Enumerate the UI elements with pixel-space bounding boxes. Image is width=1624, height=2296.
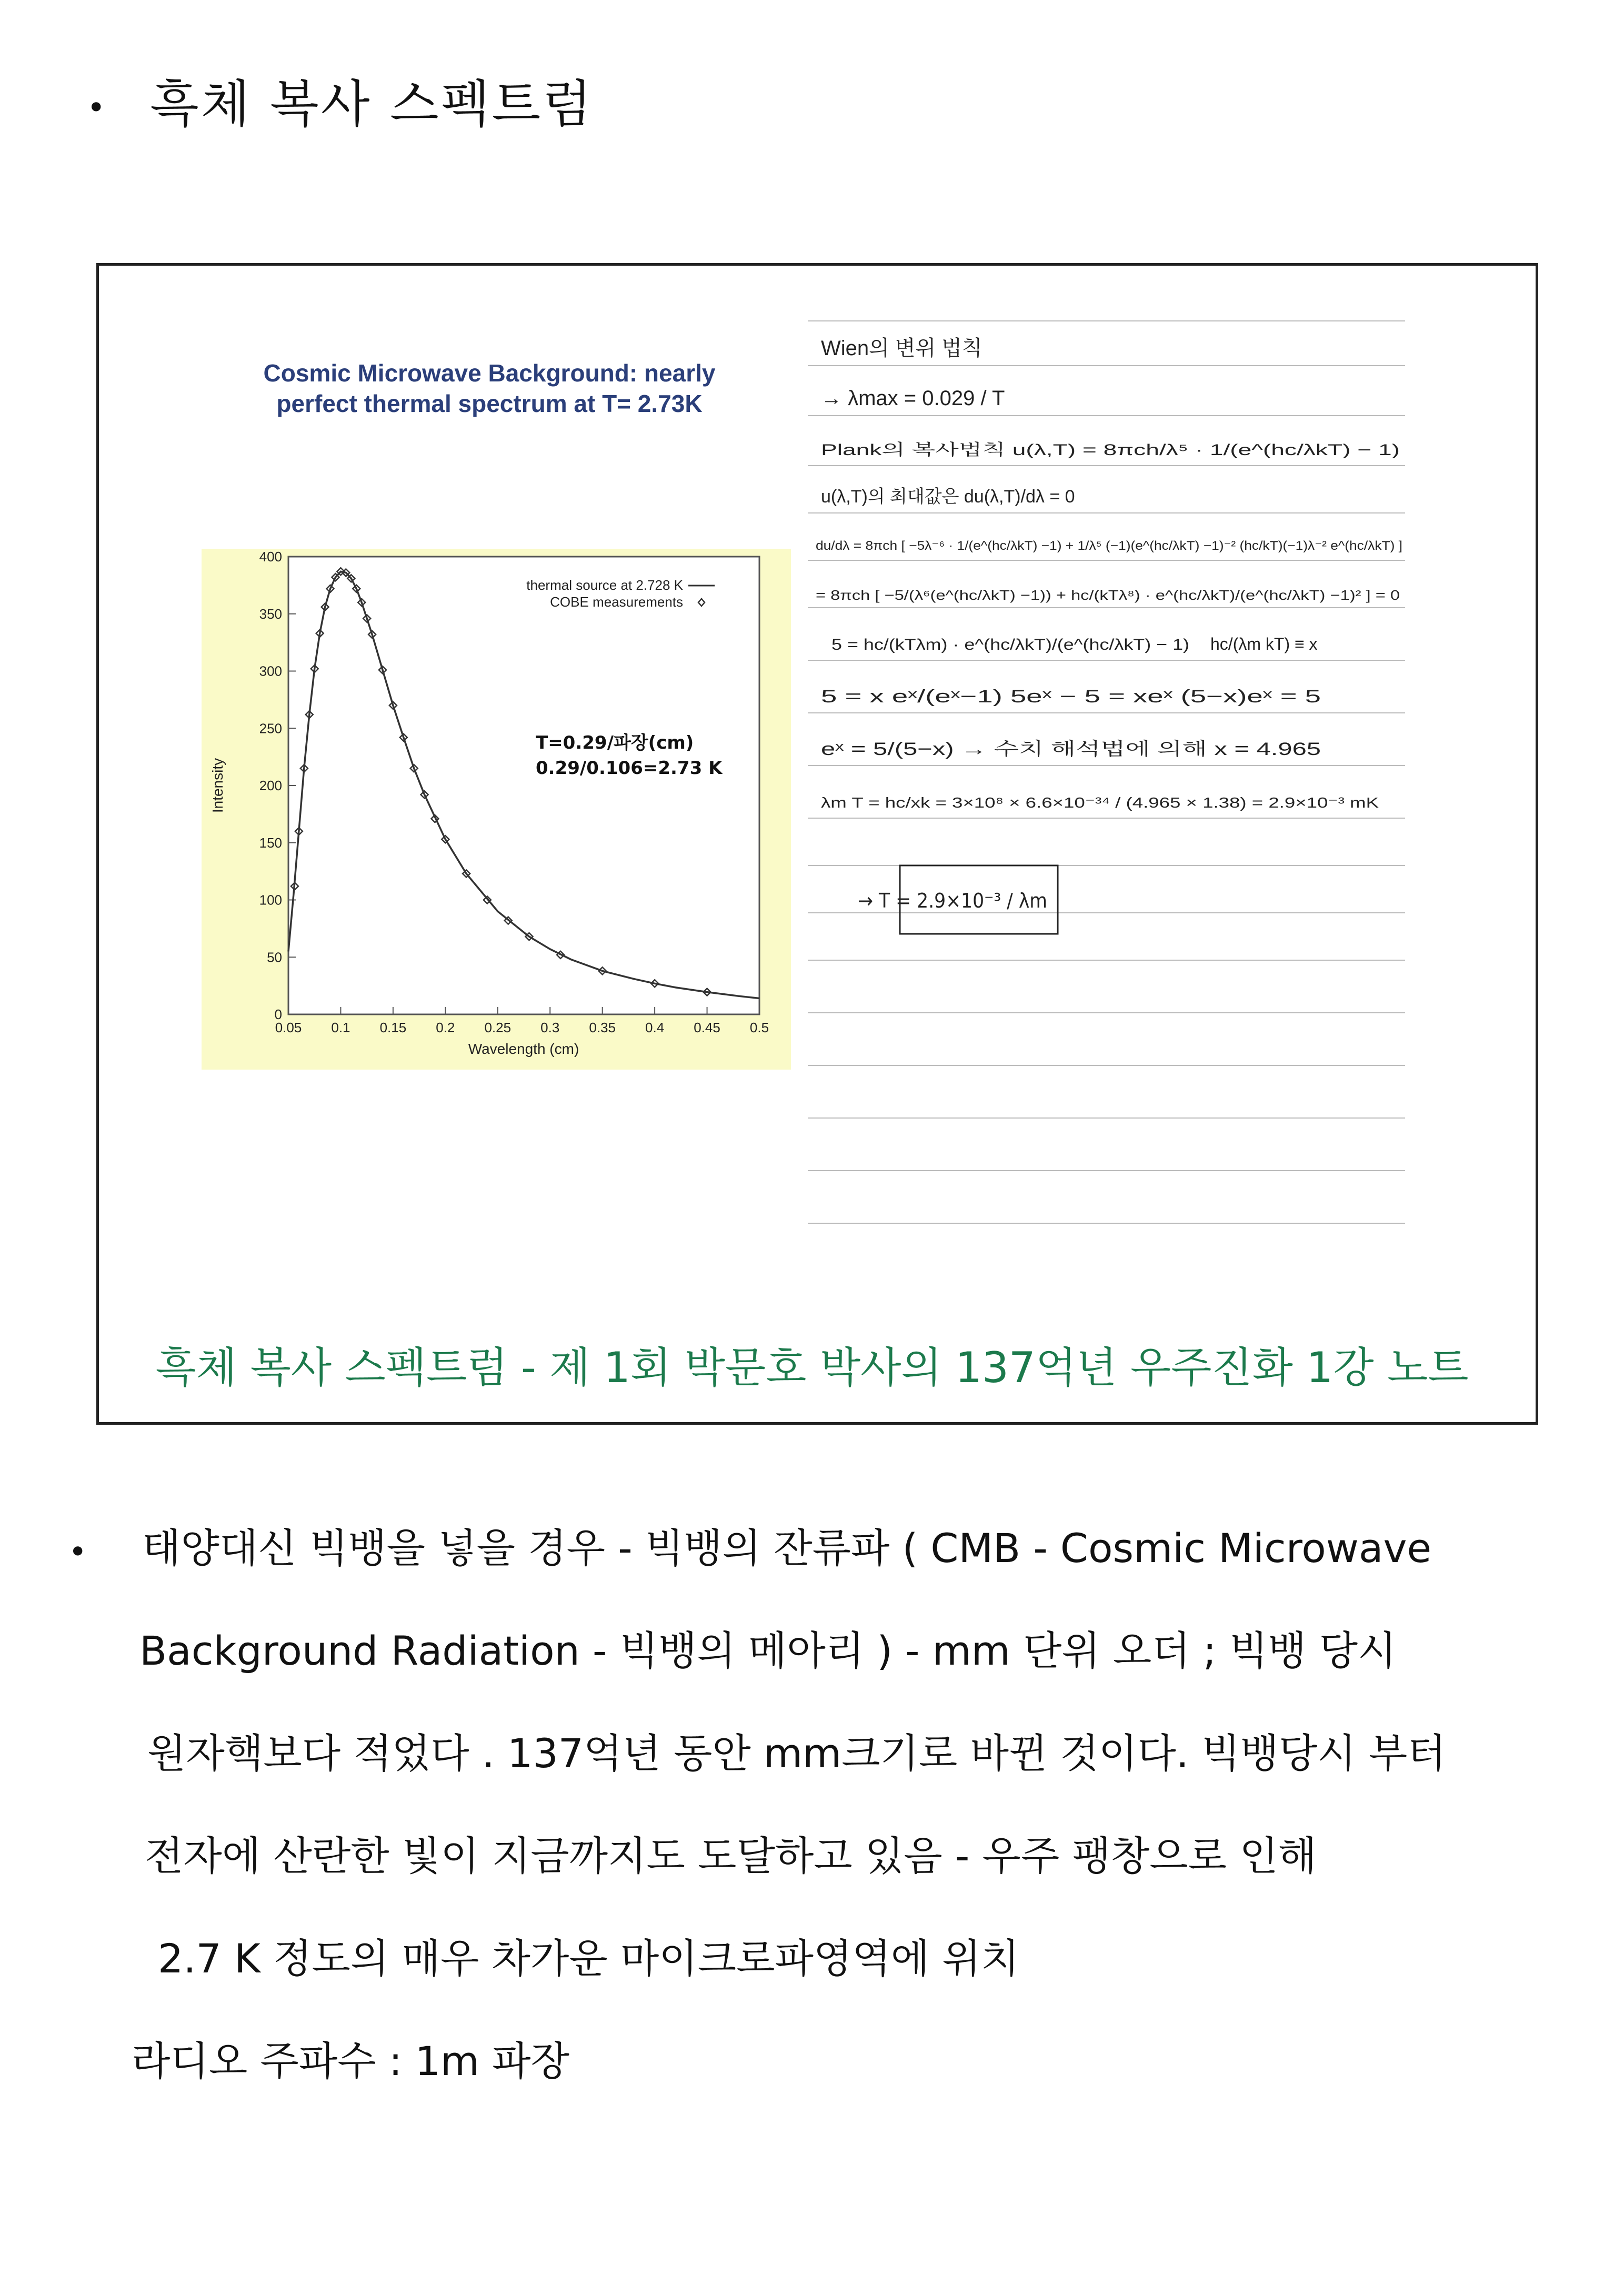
figure-caption: 흑체 복사 스펙트럼 - 제 1회 박문호 박사의 137억년 우주진화 1강 노트 (155, 1343, 1469, 1392)
y-tick-label: 400 (259, 549, 282, 565)
note-five-eq: 5 = hc/(kTλm) · e^(hc/λkT)/(e^(hc/λkT) − 1) (831, 636, 1189, 653)
note-lambda-t: λm T = hc/xk = 3×10⁸ × 6.6×10⁻³⁴ / (4.965 × 1.38) = 2.9×10⁻³ mK (821, 794, 1379, 811)
legend-entry-cobe: COBE measurements (550, 594, 683, 610)
note-derivative: du/dλ = 8πch [ −5λ⁻⁶ · 1/(e^(hc/λkT) −1) + 1/λ⁵ (−1)(e^(hc/λkT) −1)⁻² (hc/kT)(−1)λ⁻² e^(hc/λkT) ] (816, 539, 1402, 553)
x-tick-label: 0.25 (484, 1020, 512, 1035)
body-line-4: 전자에 산란한 빛이 지금까지도 도달하고 있음 - 우주 팽창으로 인해 (145, 1832, 1317, 1879)
x-tick-label: 0.35 (589, 1020, 616, 1035)
y-tick-label: 300 (259, 663, 282, 679)
x-tick-label: 0.4 (645, 1020, 665, 1035)
y-axis-label: Intensity (209, 758, 226, 813)
y-tick-label: 0 (274, 1006, 282, 1022)
y-tick-label: 150 (259, 834, 282, 851)
chart-title-line-1: Cosmic Microwave Background: nearly (263, 359, 716, 387)
y-tick-label: 50 (267, 949, 282, 965)
y-tick-label: 250 (259, 720, 282, 737)
notes-paper (800, 313, 1410, 1239)
note-numeric-solution: eˣ = 5/(5−x) → 수치 해석법에 의해 x = 4.965 (821, 739, 1321, 759)
note-max-condition: u(λ,T)의 최대값은 du(λ,T)/dλ = 0 (821, 487, 1075, 507)
heading-bullet: • (87, 89, 106, 126)
body-line-2: Background Radiation - 빅뱅의 메아리 ) - mm 단위 오더 ; 빅뱅 당시 (139, 1627, 1397, 1674)
chart-annotation-result: 0.29/0.106=2.73 K (536, 758, 723, 779)
legend-entry-thermal: thermal source at 2.728 K (526, 577, 683, 593)
note-lines (816, 337, 1402, 811)
body-bullet: • (68, 1534, 87, 1570)
chart-annotation-formula: T=0.29/파장(cm) (536, 732, 694, 753)
body-line-3: 원자핵보다 적었다 . 137억년 동안 mm크기로 바뀐 것이다. 빅뱅당시 부터 (147, 1730, 1446, 1777)
body-line-1: 태양대신 빅뱅을 넣을 경우 - 빅뱅의 잔류파 ( CMB - Cosmic Microwave (142, 1525, 1432, 1572)
x-tick-label: 0.1 (331, 1020, 350, 1035)
y-tick-label: 350 (259, 606, 282, 622)
y-tick-label: 200 (259, 778, 282, 793)
x-tick-label: 0.15 (379, 1020, 407, 1035)
x-tick-label: 0.2 (436, 1020, 455, 1035)
body-line-6: 라디오 주파수 : 1m 파장 (132, 2038, 569, 2084)
x-tick-label: 0.5 (749, 1020, 769, 1035)
x-tick-label: 0.45 (694, 1020, 720, 1035)
page-title: 흑체 복사 스펙트럼 (150, 75, 594, 134)
chart-title (242, 358, 737, 419)
note-x-equation: 5 = x eˣ/(eˣ−1) 5eˣ − 5 = xeˣ (5−x)eˣ = 5 (821, 687, 1321, 707)
x-tick-label: 0.05 (275, 1020, 302, 1035)
chart-title-line-2: perfect thermal spectrum at T= 2.73K (276, 390, 703, 417)
y-tick-label: 100 (259, 892, 282, 908)
chart-svg (202, 549, 791, 1070)
body-line-5: 2.7 K 정도의 매우 차가운 마이크로파영역에 위치 (158, 1935, 1020, 1982)
note-wien-title: Wien의 변위 법칙 (821, 337, 983, 360)
x-axis-label: Wavelength (cm) (468, 1041, 579, 1057)
handwritten-notes (800, 313, 1410, 1239)
x-tick-label: 0.3 (540, 1020, 560, 1035)
plot-area (288, 557, 759, 1014)
cmb-spectrum-chart (202, 549, 791, 1070)
note-factored: = 8πch [ −5/(λ⁶(e^(hc/λkT) −1)) + hc/(kTλ⁸) · e^(hc/λkT)/(e^(hc/λkT) −1)² ] = 0 (816, 587, 1400, 603)
note-wien-formula: → λmax = 0.029 / T (821, 387, 1005, 410)
note-plank-formula: Plank의 복사법칙 u(λ,T) = 8πch/λ⁵ · 1/(e^(hc/λkT) − 1) (821, 441, 1400, 459)
note-x-def: hc/(λm kT) ≡ x (1210, 635, 1318, 653)
note-result: → T = 2.9×10⁻³ / λm (858, 889, 1047, 912)
